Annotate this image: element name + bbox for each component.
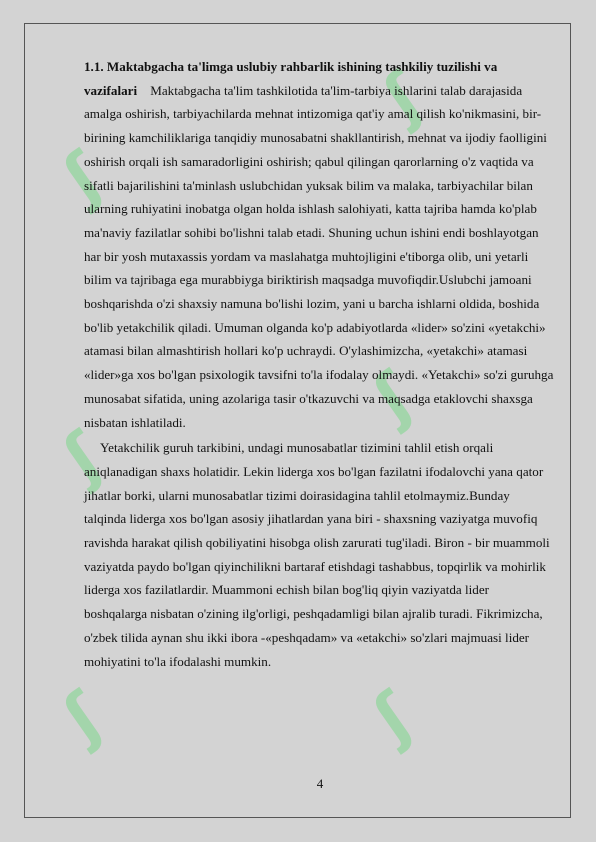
paragraph-2: Yetakchilik guruh tarkibini, undagi munosabatlar tizimini tahlil etish orqali aniqlanadigan shaxs holatidir. Lekin liderga xos bo'lgan fazilatni ifodalovchi yana qator jihatlar borki, ularni munosabatlar tizimi doirasidagina tahlil etolmaymiz.Bunday talqinda liderga xos bo'lgan asosiy jihatlardan yana biri - shaxsning vaziyatga muvofiq ravishda harakat qilish qobiliyatini hisobga olish zarurati tug'iladi. Biron - bir muammoli vaziyatda paydo bo'lgan qiyinchilikni bartaraf etishdagi tashabbus, topqirlik va mohirlik liderga xos fazilatlardir. Muammoni echish bilan bog'liq qiyin vaziyatda lider boshqalarga nisbatan o'zining ilg'orligi, peshqadamligi bilan ajralib turadi. Fikrimizcha, o'zbek tilida aynan shu ikki ibora -«peshqadam» va «etakchi» so'zlari majmuasi lider mohiyatini to'la ifodalashi mumkin.	[84, 440, 550, 669]
paragraph-1	[84, 55, 554, 434]
watermark-logo: ʃ	[371, 58, 438, 136]
watermark-logo: ʃ	[361, 358, 428, 436]
watermark-logo: ʃ	[51, 418, 118, 496]
watermark-logo: ʃ	[51, 678, 118, 756]
section-heading: 1.1. Maktabgacha ta'limga uslubiy rahbarlik ishining tashkiliy tuzilishi va vazifalari	[84, 59, 498, 98]
document-body	[84, 55, 554, 673]
paragraph-1-text: Maktabgacha ta'lim tashkilotida ta'lim-tarbiya ishlarini talab darajasida amalga oshirish, tarbiyachilarda mehnat intizomiga qat'iy amal qilish ko'nikmasini, bir-birining kamchiliklariga tanqidiy munosabatni shakllantirish, mehnat va ijodiy faolligini oshirish orqali ish samaradorligini oshirish; qabul qilingan qarorlarning o'z vaqtida va sifatli bajarilishini ta'minlash uslubchidan yuksak bilim va malaka, tarbiyachilar bilan ularning ruhiyatini inobatga olgan holda ishlash salohiyati, katta tajriba hamda ko'plab ma'naviy fazilatlar sohibi bo'lishni talab etadi. Shuning uchun ishini endi boshlayotgan har bir yosh mutaxassis yordam va maslahatga muhtojligini e'tiborga olib, uni yetarli bilim va tajribaga ega murabbiyga biriktirish maqsadga muvofiqdir.Uslubchi jamoani boshqarishda o'zi shaxsiy namuna bo'lishi lozim, yani u barcha ishlarni oldida, boshida bo'lib yetakchilik qiladi. Umuman olganda ko'p adabiyotlarda «lider» so'zini «yetakchi» atamasi bilan almashtirish hollari ko'p uchraydi. O'ylashimizcha, «yetakchi» atamasi «lider»ga xos bo'lgan psixologik tavsifni to'la ifodalay olmaydi. «Yetakchi» so'zi guruhga munosabat sifatida, uning azolariga tasir o'tkazuvchi va maqsadga etaklovchi shaxsga nisbatan ishlatiladi.	[84, 82, 554, 430]
watermark-logo: ʃ	[51, 138, 118, 216]
page-number: 4	[316, 776, 324, 791]
watermark-logo: ʃ	[361, 678, 428, 756]
